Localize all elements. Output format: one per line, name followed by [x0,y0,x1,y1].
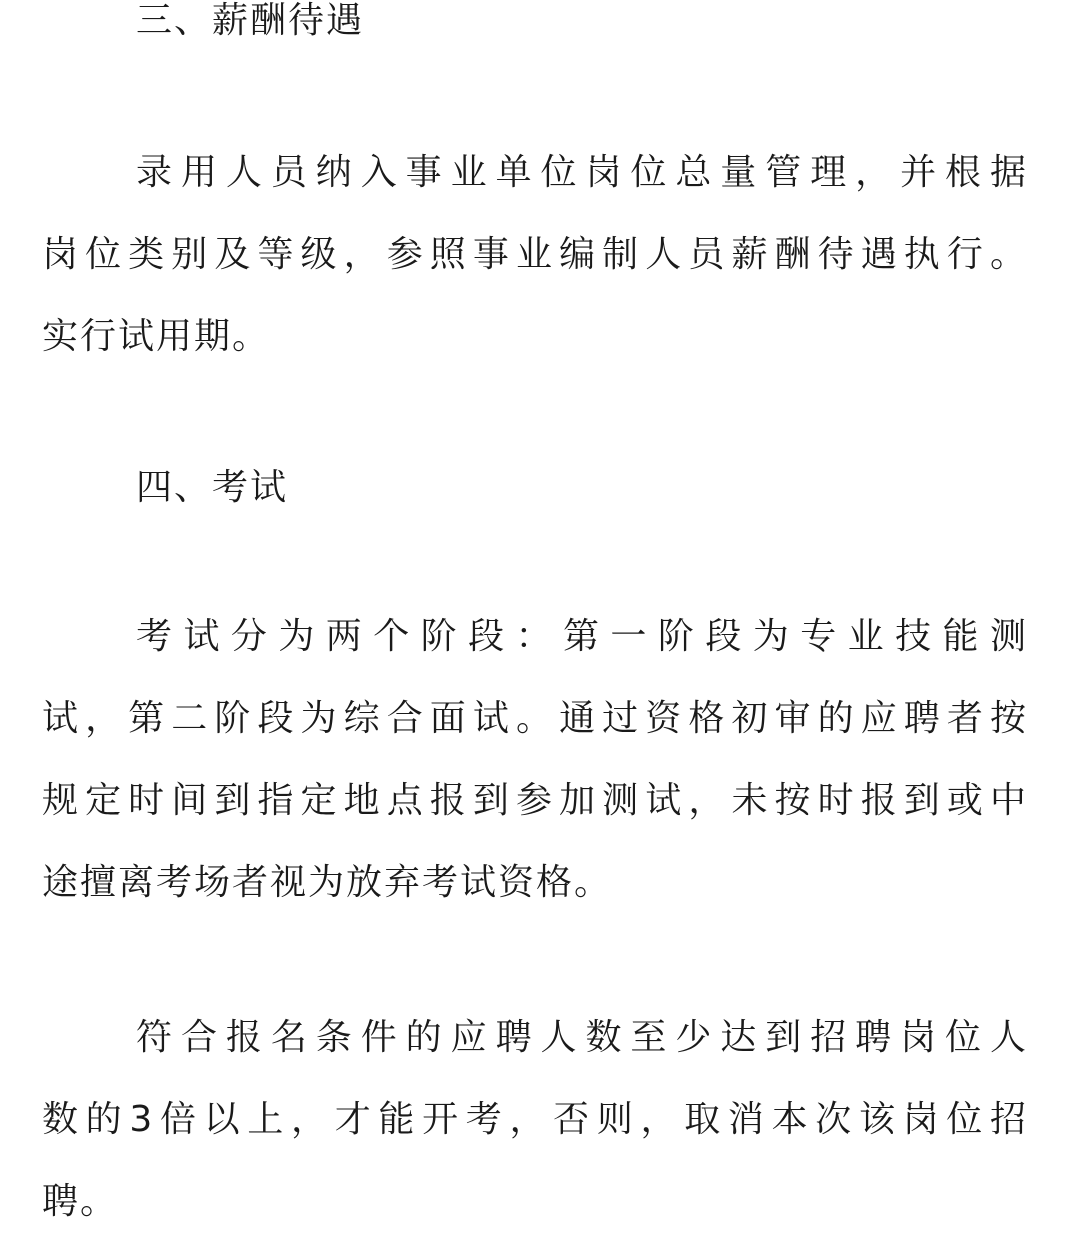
paragraph-line: 符合报名条件的应聘人数至少达到招聘岗位人 [136,1017,1026,1058]
section-heading-salary: 三、薪酬待遇 [136,0,365,41]
paragraph-exam-stages [42,596,1026,924]
paragraph-line: 数的3倍以上，才能开考，否则，取消本次该岗位招 [42,1099,1026,1140]
paragraph-line: 规定时间到指定地点报到参加测试，未按时报到或中 [42,780,1026,821]
paragraph-line: 途擅离考场者视为放弃考试资格。 [42,862,613,903]
paragraph-line: 岗位类别及等级，参照事业编制人员薪酬待遇执行。 [42,234,1026,275]
paragraph-line: 试，第二阶段为综合面试。通过资格初审的应聘者按 [42,698,1026,739]
paragraph-line: 实行试用期。 [42,316,271,357]
paragraph-salary [42,132,1026,378]
section-heading-exam: 四、考试 [136,467,289,508]
paragraph-exam-threshold [42,997,1026,1243]
paragraph-line: 聘。 [42,1181,119,1222]
paragraph-line: 考试分为两个阶段：第一阶段为专业技能测 [136,616,1026,657]
paragraph-line: 录用人员纳入事业单位岗位总量管理，并根据 [136,152,1026,193]
